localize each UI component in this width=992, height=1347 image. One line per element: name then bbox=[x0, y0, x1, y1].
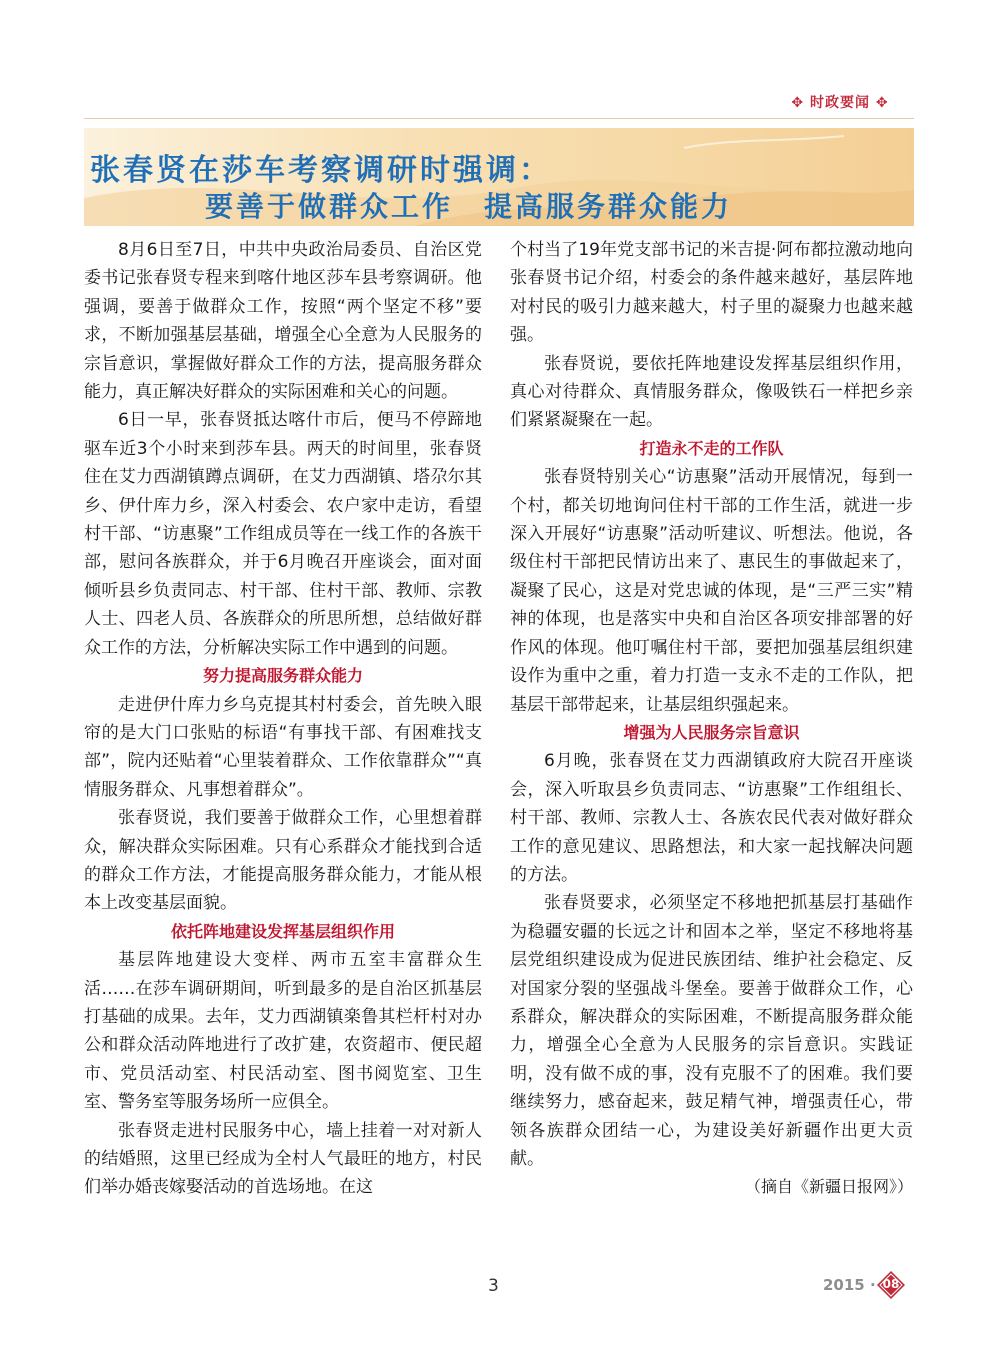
source-citation: （摘自《新疆日报网》） bbox=[744, 1177, 913, 1197]
article-right-column bbox=[510, 236, 913, 1202]
section-heading: 增强为人民服务宗旨意识 bbox=[623, 722, 800, 742]
issue-year: 2015 · bbox=[823, 1276, 876, 1294]
section-heading: 依托阵地建设发挥基层组织作用 bbox=[170, 921, 395, 941]
section-heading: 打造永不走的工作队 bbox=[639, 438, 784, 458]
article-paragraph: 张春贤说，要依托阵地建设发挥基层组织作用，真心对待群众、真情服务群众，像吸铁石一样把乡亲们紧紧凝聚在一起。 bbox=[510, 353, 913, 431]
top-divider bbox=[84, 118, 914, 119]
article-paragraph: 张春贤说，我们要善于做群众工作，心里想着群众，解决群众实际困难。只有心系群众才能找到合适的群众工作方法，才能提高服务群众能力，才能从根本上改变基层面貌。 bbox=[84, 808, 482, 914]
page-number: 3 bbox=[488, 1276, 499, 1296]
article-paragraph: 8月6日至7日，中共中央政治局委员、自治区党委书记张春贤专程来到喀什地区莎车县考察调研。他强调，要善于做群众工作，按照“两个坚定不移”要求，不断加强基层基础，增强全心全意为人民服务的宗旨意识，掌握做好群众工作的方法，提高服务群众能力，真正解决好群众的实际困难和关心的问题。 bbox=[84, 240, 482, 403]
section-heading: 努力提高服务群众能力 bbox=[202, 666, 363, 686]
article-paragraph: 张春贤走进村民服务中心，墙上挂着一对对新人的结婚照，这里已经成为全村人气最旺的地方，村民们举办婚丧嫁娶活动的首选场地。在这 bbox=[84, 1120, 482, 1198]
article-paragraph: 基层阵地建设大变样、两市五室丰富群众生活……在莎车调研期间，听到最多的是自治区抓基层打基础的成果。去年，艾力西湖镇楽鲁其栏杆村对办公和群众活动阵地进行了改扩建，农资超市、便民超市、党员活动室、村民活动室、图书阅览室、卫生室、警务室等服务场所一应俱全。 bbox=[84, 950, 482, 1113]
issue-number: 08 bbox=[882, 1277, 900, 1291]
article-paragraph: 走进伊什库力乡乌克提其村村委会，首先映入眼帘的是大门口张贴的标语“有事找干部、有困难找支部”，院内还贴着“心里装着群众、工作依靠群众”“真情服务群众、凡事想着群众”。 bbox=[84, 694, 482, 800]
article-paragraph: 6月晚，张春贤在艾力西湖镇政府大院召开座谈会，深入听取县乡负责同志、“访惠聚”工作组组长、村干部、教师、宗教人士、各族农民代表对做好群众工作的意见建议、思路想法，和大家一起找解决问题的方法。 bbox=[510, 751, 913, 885]
article-paragraph: 个村当了19年党支部书记的米吉提·阿布都拉激动地向张春贤书记介绍，村委会的条件越来越好，基层阵地对村民的吸引力越来越大，村子里的凝聚力也越来越强。 bbox=[510, 240, 913, 346]
headline-line1: 张春贤在莎车考察调研时强调： bbox=[90, 153, 552, 188]
article-paragraph: 张春贤特别关心“访惠聚”活动开展情况，每到一个村，都关切地询问住村干部的工作生活，就进一步深入开展好“访惠聚”活动听建议、听想法。他说，各级住村干部把民情访出来了、惠民生的事做起来了，凝聚了民心，这是对党忠诚的体现，是“三严三实”精神的体现，也是落实中央和自治区各项安排部署的好作风的体现。他叮嘱住村干部，要把加强基层组织建设作为重中之重，着力打造一支永不走的工作队，把基层干部带起来，让基层组织强起来。 bbox=[510, 467, 913, 715]
article-paragraph: 6日一早，张春贤抵达喀什市后，便马不停蹄地驱车近3个小时来到莎车县。两天的时间里，张春贤住在艾力西湖镇蹲点调研，在艾力西湖镇、塔尕尔其乡、伊什库力乡，深入村委会、农户家中走访，看望村干部、“访惠聚”工作组成员等在一线工作的各族干部，慰问各族群众，并于6月晚召开座谈会，面对面倾听县乡负责同志、村干部、住村干部、教师、宗教人士、四老人员、各族群众的所思所想，总结做好群众工作的方法，分析解决实际工作中遇到的问题。 bbox=[84, 410, 482, 658]
headline-line2: 要善于做群众工作 提高服务群众能力 bbox=[205, 190, 733, 223]
article-paragraph: 张春贤要求，必须坚定不移地把抓基层打基础作为稳疆安疆的长远之计和固本之举，坚定不移地将基层党组织建设成为促进民族团结、维护社会稳定、反对国家分裂的坚强战斗堡垒。要善于做群众工作，心系群众，解决群众的实际困难，不断提高服务群众能力，增强全心全意为人民服务的宗旨意识。实践证明，没有做不成的事，没有克服不了的困难。我们要继续努力，感奋起来，鼓足精气神，增强责任心，带领各族群众团结一心，为建设美好新疆作出更大贡献。 bbox=[510, 893, 913, 1169]
section-tag: ✥ 时政要闻 ✥ bbox=[791, 95, 889, 111]
article-left-column bbox=[84, 236, 482, 1202]
